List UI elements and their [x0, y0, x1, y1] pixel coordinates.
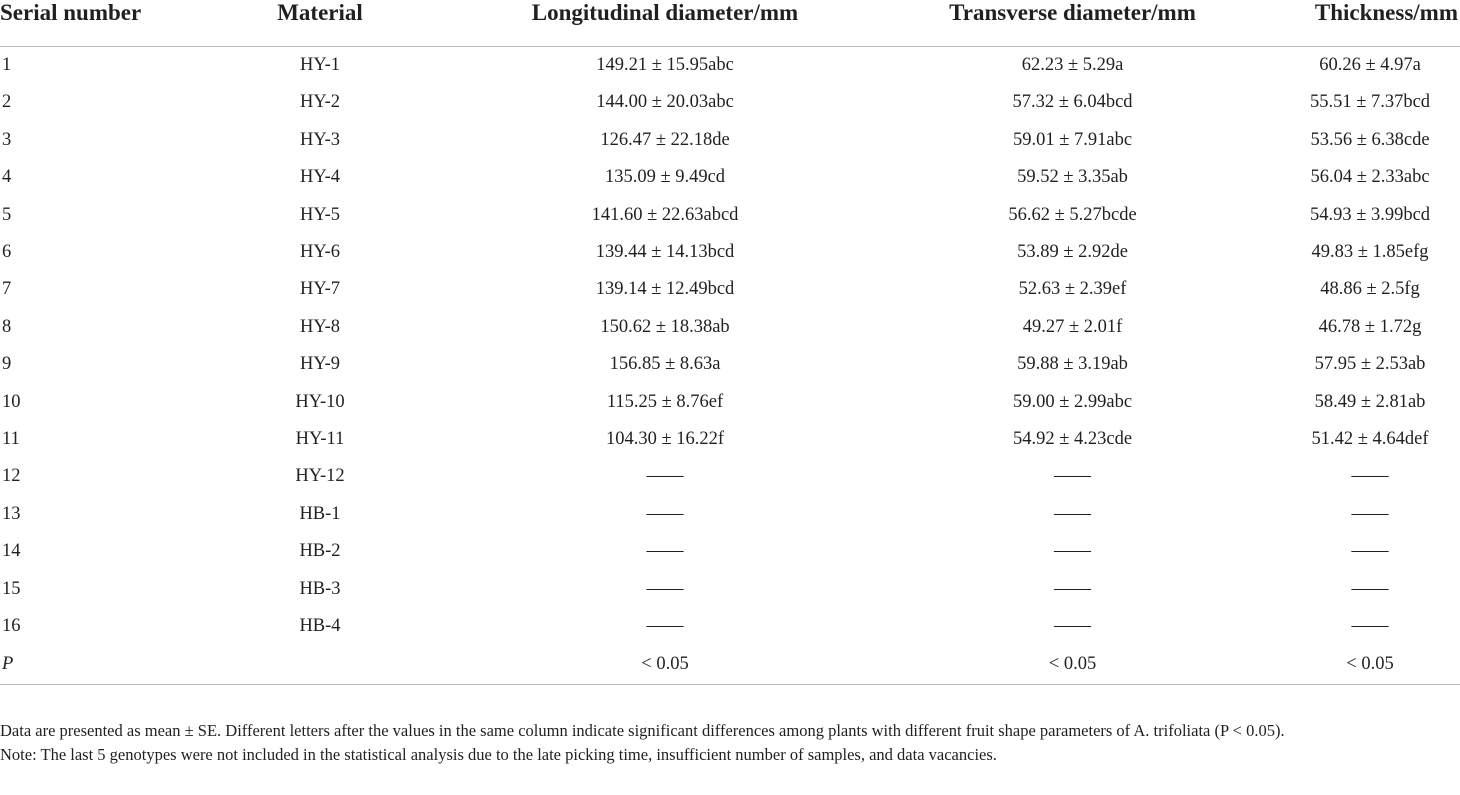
table-row: [0, 496, 1460, 533]
transverse-cell: ——: [1054, 466, 1091, 487]
serial-number-cell: 8: [2, 316, 12, 337]
material-cell: HB-3: [299, 578, 341, 599]
thickness-cell: ——: [1351, 541, 1389, 562]
longitudinal-cell: ——: [646, 466, 684, 487]
transverse-cell: 54.92 ± 4.23cde: [1012, 429, 1133, 450]
table-row: [0, 159, 1460, 196]
transverse-cell: 49.27 ± 2.01f: [1022, 316, 1123, 337]
table-row: [0, 122, 1460, 159]
table-row: [0, 197, 1460, 234]
header-material: Material: [175, 0, 465, 47]
table-row: [0, 309, 1460, 346]
p-value-cell: < 0.05: [465, 646, 865, 685]
table-row: [0, 346, 1460, 383]
p-value-cell: < 0.05: [865, 646, 1280, 685]
p-value-cell: < 0.05: [1280, 646, 1460, 685]
table-row: [0, 84, 1460, 121]
thickness-cell: 49.83 ± 1.85efg: [1311, 242, 1429, 263]
thickness-cell: ——: [1351, 466, 1389, 487]
thickness-cell: 54.93 ± 3.99bcd: [1309, 204, 1431, 225]
serial-number-cell: 1: [2, 55, 12, 75]
longitudinal-cell: 139.44 ± 14.13bcd: [595, 242, 735, 263]
header-serial-number: Serial number: [0, 0, 175, 47]
material-cell: HY-4: [299, 167, 341, 188]
table-footnotes: [0, 719, 1460, 766]
p-value-row: [0, 646, 1460, 685]
material-cell: HY-1: [299, 55, 341, 75]
material-cell: HB-1: [299, 503, 341, 524]
serial-number-cell: 16: [2, 616, 21, 637]
p-label: P: [0, 646, 175, 685]
header-longitudinal-diameter: Longitudinal diameter/mm: [465, 0, 865, 47]
transverse-cell: 59.88 ± 3.19ab: [1017, 354, 1128, 375]
serial-number-cell: 11: [2, 429, 20, 450]
header-thickness: Thickness/mm: [1280, 0, 1460, 47]
transverse-cell: 57.32 ± 6.04bcd: [1012, 92, 1133, 113]
material-cell: HB-2: [299, 541, 341, 562]
thickness-cell: 51.42 ± 4.64def: [1311, 429, 1429, 450]
thickness-cell: 58.49 ± 2.81ab: [1314, 391, 1426, 412]
transverse-cell: ——: [1054, 578, 1091, 599]
serial-number-cell: 7: [2, 279, 12, 300]
table-row: [0, 533, 1460, 570]
longitudinal-cell: 126.47 ± 22.18de: [600, 129, 730, 150]
longitudinal-cell: 144.00 ± 20.03abc: [596, 92, 734, 113]
serial-number-cell: 13: [2, 503, 21, 524]
serial-number-cell: 4: [2, 167, 12, 188]
serial-number-cell: 14: [2, 541, 21, 562]
longitudinal-cell: 115.25 ± 8.76ef: [606, 391, 724, 412]
longitudinal-cell: 135.09 ± 9.49cd: [604, 167, 726, 188]
thickness-cell: 55.51 ± 7.37bcd: [1309, 92, 1431, 113]
longitudinal-cell: ——: [646, 616, 684, 637]
material-cell: HY-8: [299, 316, 341, 337]
table-header-row: [0, 0, 1460, 47]
table-body: [0, 47, 1460, 685]
thickness-cell: 48.86 ± 2.5fg: [1320, 279, 1420, 300]
transverse-cell: 52.63 ± 2.39ef: [1018, 279, 1127, 300]
table-row: [0, 47, 1460, 85]
serial-number-cell: 15: [2, 578, 21, 599]
transverse-cell: 59.00 ± 2.99abc: [1012, 391, 1133, 412]
thickness-cell: 60.26 ± 4.97a: [1319, 55, 1421, 75]
longitudinal-cell: ——: [646, 503, 684, 524]
transverse-cell: ——: [1054, 616, 1091, 637]
transverse-cell: 53.89 ± 2.92de: [1017, 242, 1128, 263]
table-row: [0, 271, 1460, 308]
transverse-cell: 59.52 ± 3.35ab: [1017, 167, 1128, 188]
transverse-cell: ——: [1054, 541, 1091, 562]
table-row: [0, 234, 1460, 271]
table-row: [0, 571, 1460, 608]
serial-number-cell: 2: [2, 92, 12, 113]
thickness-cell: ——: [1351, 503, 1389, 524]
longitudinal-cell: ——: [646, 578, 684, 599]
material-cell: HY-5: [299, 204, 341, 225]
footnote-excluded-genotypes: Note: The last 5 genotypes were not included in the statistical analysis due to the late picking time, insufficient number of samples, and data vacancies.: [0, 744, 997, 764]
thickness-cell: ——: [1351, 616, 1389, 637]
transverse-cell: 62.23 ± 5.29a: [1021, 55, 1124, 75]
longitudinal-cell: 141.60 ± 22.63abcd: [591, 204, 739, 225]
table-row: [0, 421, 1460, 458]
material-cell: HY-10: [295, 391, 345, 412]
thickness-cell: 57.95 ± 2.53ab: [1314, 354, 1426, 375]
material-cell: HY-9: [299, 354, 341, 375]
longitudinal-cell: 149.21 ± 15.95abc: [596, 55, 734, 75]
table-row: [0, 458, 1460, 495]
serial-number-cell: 6: [2, 242, 12, 263]
longitudinal-cell: ——: [646, 541, 684, 562]
material-cell: HY-7: [299, 279, 341, 300]
footnote-statistics: Data are presented as mean ± SE. Different letters after the values in the same column indicate significant differences among plants with different fruit shape parameters of A. trifoliata (P < 0.05).: [0, 721, 1285, 740]
thickness-cell: ——: [1351, 578, 1389, 599]
serial-number-cell: 10: [2, 391, 21, 412]
p-value-cell: [175, 646, 465, 685]
thickness-cell: 53.56 ± 6.38cde: [1310, 129, 1430, 150]
serial-number-cell: 5: [2, 204, 12, 225]
longitudinal-cell: 104.30 ± 16.22f: [605, 429, 725, 450]
material-cell: HB-4: [299, 616, 341, 637]
longitudinal-cell: 156.85 ± 8.63a: [609, 354, 721, 375]
material-cell: HY-11: [295, 429, 345, 450]
material-cell: HY-6: [299, 242, 341, 263]
header-transverse-diameter: Transverse diameter/mm: [865, 0, 1280, 47]
thickness-cell: 56.04 ± 2.33abc: [1310, 167, 1430, 188]
material-cell: HY-3: [299, 129, 341, 150]
table-row: [0, 608, 1460, 645]
longitudinal-cell: 139.14 ± 12.49bcd: [595, 279, 735, 300]
thickness-cell: 46.78 ± 1.72g: [1318, 316, 1422, 337]
serial-number-cell: 3: [2, 129, 12, 150]
table-row: [0, 384, 1460, 421]
longitudinal-cell: 150.62 ± 18.38ab: [600, 316, 730, 337]
transverse-cell: ——: [1054, 503, 1091, 524]
serial-number-cell: 9: [2, 354, 12, 375]
material-cell: HY-12: [295, 466, 345, 487]
serial-number-cell: 12: [2, 466, 21, 487]
transverse-cell: 56.62 ± 5.27bcde: [1008, 204, 1137, 225]
transverse-cell: 59.01 ± 7.91abc: [1012, 129, 1133, 150]
material-cell: HY-2: [299, 92, 341, 113]
